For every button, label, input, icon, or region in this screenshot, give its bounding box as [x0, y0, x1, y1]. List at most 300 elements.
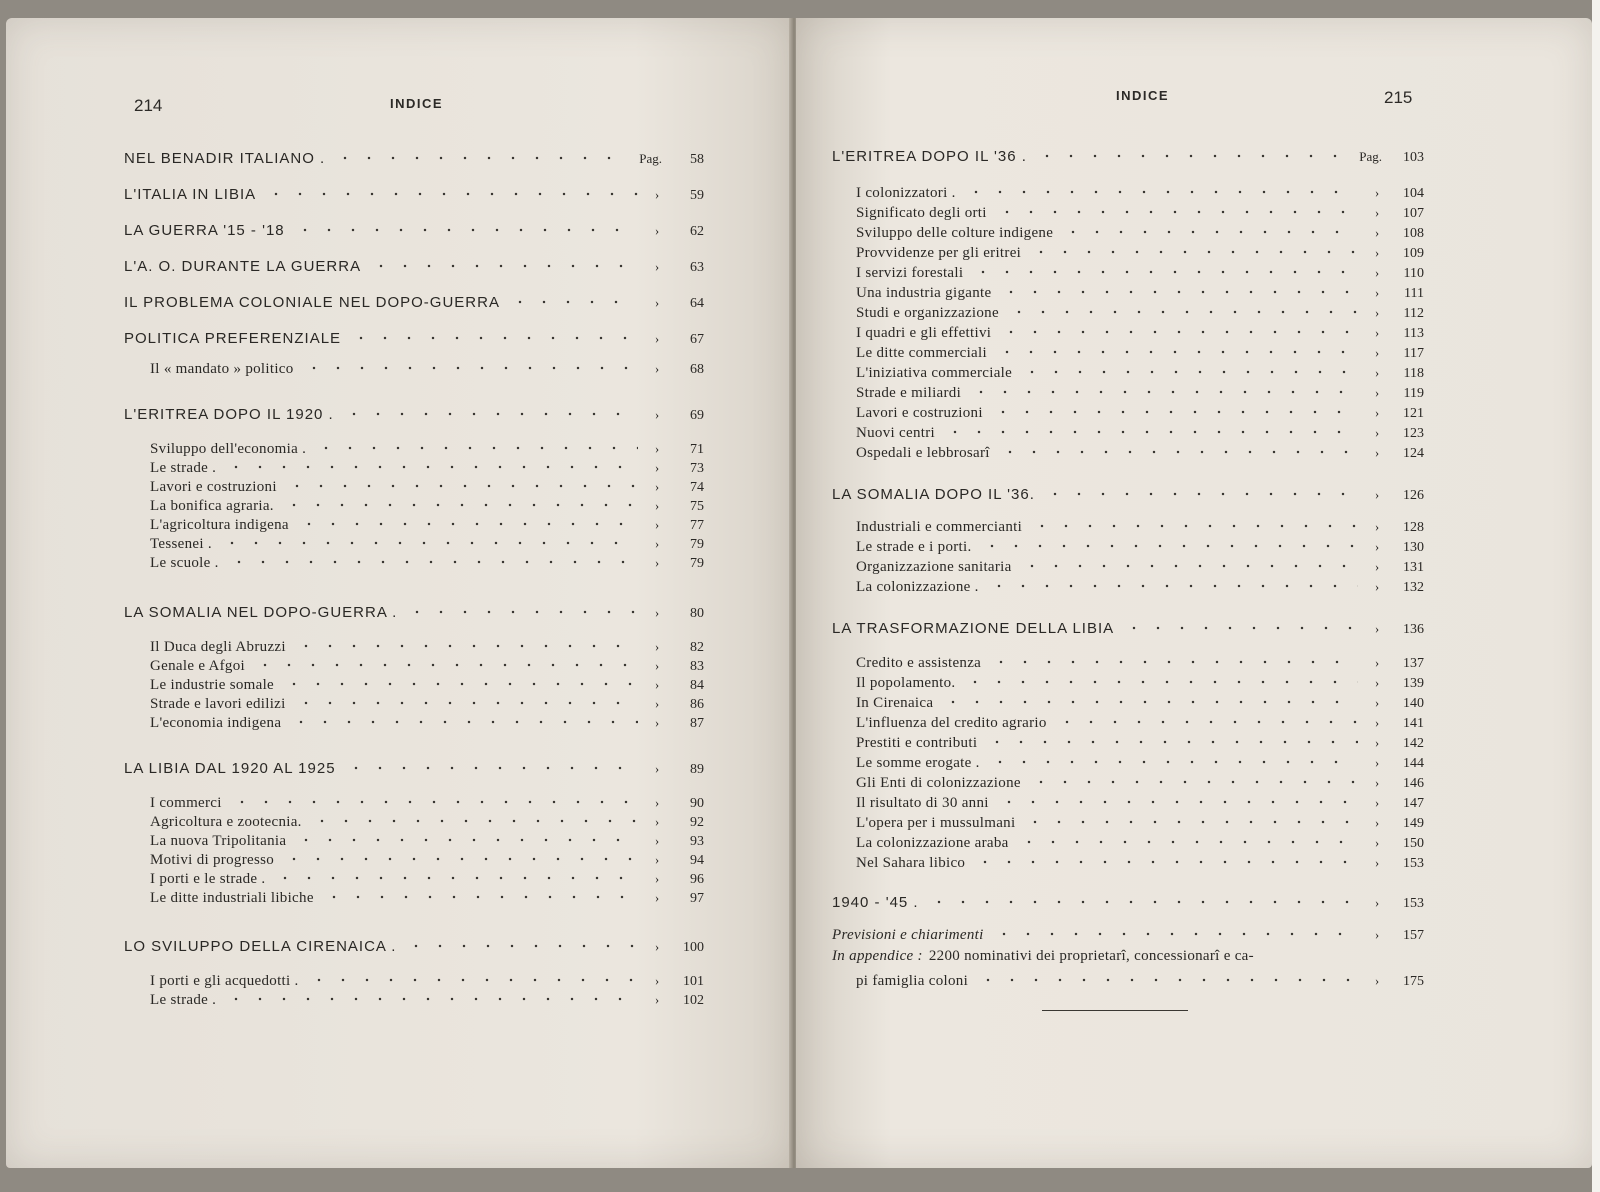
toc-entry-title: POLITICA PREFERENZIALE	[124, 330, 342, 347]
toc-entry	[832, 752, 1424, 772]
toc-entry-title: In Cirenaica	[856, 695, 934, 711]
toc-entry	[832, 362, 1424, 382]
toc-entry-title: L'A. O. DURANTE LA GUERRA	[124, 258, 362, 275]
toc-entry	[124, 849, 704, 869]
ditto-mark: ›	[654, 992, 660, 1007]
leader-dots	[310, 811, 638, 826]
ditto-mark: ›	[654, 795, 660, 810]
toc-entry	[124, 457, 704, 477]
ditto-mark: ›	[654, 658, 660, 673]
toc-entry-title: I quadri e gli effettivi	[856, 325, 992, 341]
toc-entry	[832, 422, 1424, 442]
toc-entry-page-number: 119	[1403, 386, 1424, 401]
toc-entry-page-number: 102	[683, 993, 704, 1008]
leader-dots	[963, 672, 1358, 687]
toc-entry-page-number: 112	[1403, 306, 1424, 321]
toc-entry-page-number: 89	[690, 762, 704, 777]
ditto-mark: ›	[1374, 487, 1380, 502]
right-page-number: 215	[1384, 88, 1413, 107]
toc-entry	[832, 382, 1424, 402]
ditto-mark: ›	[1374, 265, 1380, 280]
ditto-mark: ›	[654, 295, 660, 310]
left-page	[6, 18, 792, 1168]
leader-dots	[971, 262, 1358, 277]
appendix-prefix: In appendice :	[832, 948, 923, 964]
toc-entry-page-number: 97	[690, 891, 704, 906]
toc-entry-title: NEL BENADIR ITALIANO .	[124, 150, 326, 167]
toc-entry-page-number: 59	[690, 188, 704, 203]
toc-entry-title: Agricoltura e zootecnia.	[150, 814, 302, 830]
ditto-mark: ›	[1374, 325, 1380, 340]
ditto-mark: ›	[654, 852, 660, 867]
toc-entry	[832, 442, 1424, 462]
toc-entry-page-number: 111	[1404, 286, 1424, 301]
toc-entry-page-number: 71	[690, 442, 704, 457]
ditto-mark: ›	[1374, 185, 1380, 200]
toc-entry-page-number: 93	[690, 834, 704, 849]
toc-entry-page-number: 150	[1403, 836, 1424, 851]
ditto-mark: ›	[654, 639, 660, 654]
leader-dots	[224, 989, 638, 1004]
ditto-mark: ›	[1374, 405, 1380, 420]
toc-entry-title: Credito e assistenza	[856, 655, 982, 671]
toc-entry-page-number: 90	[690, 796, 704, 811]
toc-entry	[832, 792, 1424, 812]
toc-entry	[832, 772, 1424, 792]
toc-entry-title: Motivi di progresso	[150, 852, 275, 868]
ditto-mark: ›	[1374, 365, 1380, 380]
toc-entry-title: L'agricoltura indigena	[150, 517, 289, 533]
toc-entry-page-number: 121	[1403, 406, 1424, 421]
toc-entry-page-number: 123	[1403, 426, 1424, 441]
toc-entry-title: I porti e gli acquedotti .	[150, 973, 299, 989]
toc-entry-page-number: 73	[690, 461, 704, 476]
toc-entry-page-number: 142	[1403, 736, 1424, 751]
toc-entry-page-number: 132	[1403, 580, 1424, 595]
appendix-line-1: 2200 nominativi dei proprietarî, concessionarî e ca-	[928, 948, 1254, 964]
leader-dots	[985, 732, 1358, 747]
toc-entry-title: I servizi forestali	[856, 265, 964, 281]
ditto-mark: ›	[1374, 559, 1380, 574]
leader-dots	[1122, 618, 1358, 633]
leader-dots	[1020, 556, 1358, 571]
leader-dots	[987, 576, 1358, 591]
toc-entry-title: Provvidenze per gli eritrei	[856, 245, 1022, 261]
toc-entry	[832, 712, 1424, 732]
toc-entry	[124, 256, 704, 276]
ditto-mark: ›	[654, 939, 660, 954]
toc-entry	[832, 322, 1424, 342]
leader-dots	[293, 220, 638, 235]
toc-entry-title: L'opera per i mussulmani	[856, 815, 1016, 831]
appendix-page-number: 175	[1403, 974, 1424, 989]
toc-entry-page-number: 124	[1403, 446, 1424, 461]
toc-entry-title: Organizzazione sanitaria	[856, 559, 1012, 575]
toc-entry	[832, 342, 1424, 362]
ditto-mark: ›	[1374, 539, 1380, 554]
leader-dots	[1055, 712, 1358, 727]
toc-entry-title: Sviluppo dell'economia .	[150, 441, 307, 457]
leader-dots	[322, 887, 638, 902]
leader-dots	[1017, 832, 1358, 847]
toc-entry-title: Le ditte commerciali	[856, 345, 987, 361]
leader-dots	[508, 292, 638, 307]
leader-dots	[991, 402, 1358, 417]
ditto-mark: ›	[654, 833, 660, 848]
toc-entry-title: Studi e organizzazione	[856, 305, 999, 321]
toc-entry-page-number: 107	[1403, 206, 1424, 221]
toc-entry-page-number: 77	[690, 518, 704, 533]
toc-entry	[832, 576, 1424, 596]
ditto-mark: ›	[1374, 715, 1380, 730]
toc-entry-page-number: 79	[690, 556, 704, 571]
toc-entry-page-number: 126	[1403, 488, 1424, 503]
leader-dots	[973, 852, 1358, 867]
ditto-mark: ›	[654, 761, 660, 776]
ditto-mark: ›	[1374, 815, 1380, 830]
leader-dots	[1029, 772, 1358, 787]
toc-entry	[124, 438, 704, 458]
toc-entry-page-number: 118	[1403, 366, 1424, 381]
toc-entry-page-number: 137	[1403, 656, 1424, 671]
leader-dots	[997, 792, 1358, 807]
toc-entry-page-number: 146	[1403, 776, 1424, 791]
toc-entry-title: I porti e le strade .	[150, 871, 266, 887]
toc-entry-title: Prestiti e contributi	[856, 735, 978, 751]
leader-dots	[314, 438, 638, 453]
ditto-mark: ›	[654, 536, 660, 551]
toc-entry	[124, 792, 704, 812]
toc-entry-page-number: 141	[1403, 716, 1424, 731]
toc-entry-title: Gli Enti di colonizzazione	[856, 775, 1021, 791]
ditto-mark: ›	[654, 259, 660, 274]
background-edge	[1592, 0, 1600, 1192]
toc-entry	[124, 636, 704, 656]
toc-entry	[832, 402, 1424, 422]
toc-entry-title: L'ERITREA DOPO IL 1920 .	[124, 406, 334, 423]
left-running-head: INDICE	[390, 96, 444, 111]
toc-entry-page-number: 80	[690, 606, 704, 621]
ditto-mark: ›	[1374, 245, 1380, 260]
toc-entry-page-number: 84	[690, 678, 704, 693]
leader-dots	[294, 636, 638, 651]
ditto-mark: ›	[1374, 927, 1380, 942]
leader-dots	[1043, 484, 1358, 499]
ditto-mark: ›	[654, 407, 660, 422]
toc-entry	[124, 830, 704, 850]
toc-entry	[124, 220, 704, 240]
toc-entry-title: Il risultato di 30 anni	[856, 795, 989, 811]
leader-dots	[1007, 302, 1358, 317]
toc-entry-page-number: 75	[690, 499, 704, 514]
ditto-mark: ›	[1374, 345, 1380, 360]
leader-dots	[999, 322, 1358, 337]
appendix-line-2: pi famiglia coloni	[856, 973, 969, 989]
appendix-entry	[832, 948, 1424, 998]
leader-dots	[264, 184, 638, 199]
ditto-mark: ›	[654, 973, 660, 988]
ditto-mark: ›	[1374, 775, 1380, 790]
toc-entry	[832, 242, 1424, 262]
leader-dots	[253, 655, 638, 670]
ditto-mark: ›	[1374, 735, 1380, 750]
leader-dots	[992, 924, 1358, 939]
leader-dots	[282, 849, 638, 864]
toc-entry-page-number: 96	[690, 872, 704, 887]
toc-entry-title: Strade e lavori edilizi	[150, 696, 286, 712]
ditto-mark: ›	[654, 871, 660, 886]
toc-entry-title: Ospedali e lebbrosarî	[856, 445, 990, 461]
ditto-mark: ›	[654, 715, 660, 730]
leader-dots	[282, 674, 638, 689]
toc-entry-title: La colonizzazione .	[856, 579, 979, 595]
toc-entry	[832, 618, 1424, 638]
toc-entry-title: Tessenei .	[150, 536, 212, 552]
pag-label: Pag.	[1359, 149, 1382, 164]
right-running-head: INDICE	[1116, 88, 1170, 103]
toc-entry-page-number: 67	[690, 332, 704, 347]
toc-entry-page-number: 144	[1403, 756, 1424, 771]
toc-entry-page-number: 131	[1403, 560, 1424, 575]
toc-entry-page-number: 108	[1403, 226, 1424, 241]
toc-entry-title: La nuova Tripolitania	[150, 833, 287, 849]
ditto-mark: ›	[1374, 285, 1380, 300]
toc-entry-title: IL PROBLEMA COLONIALE NEL DOPO-GUERRA	[124, 294, 500, 311]
ditto-mark: ›	[1374, 425, 1380, 440]
toc-entry	[832, 852, 1424, 872]
toc-entry-title: L'economia indigena	[150, 715, 282, 731]
toc-entry-title: Il Duca degli Abruzzi	[150, 639, 286, 655]
leader-dots	[989, 652, 1358, 667]
toc-entry	[832, 302, 1424, 322]
ditto-mark: ›	[654, 605, 660, 620]
leader-dots	[964, 182, 1358, 197]
toc-entry	[832, 812, 1424, 832]
leader-dots	[294, 693, 638, 708]
toc-entry	[832, 262, 1424, 282]
toc-entry	[832, 202, 1424, 222]
toc-entry	[124, 328, 704, 348]
toc-entry-title: Lavori e costruzioni	[856, 405, 983, 421]
ditto-mark: ›	[1374, 895, 1380, 910]
toc-entry	[124, 184, 704, 204]
ditto-mark: ›	[654, 441, 660, 456]
toc-entry-title: Le strade .	[150, 992, 217, 1008]
toc-entry-page-number: 86	[690, 697, 704, 712]
ditto-mark: ›	[654, 517, 660, 532]
ditto-mark: ›	[654, 361, 660, 376]
toc-entry-page-number: 74	[690, 480, 704, 495]
toc-entry-title: L'influenza del credito agrario	[856, 715, 1047, 731]
toc-entry-page-number: 140	[1403, 696, 1424, 711]
ditto-mark: ›	[1374, 655, 1380, 670]
toc-entry	[124, 292, 704, 312]
toc-entry	[124, 811, 704, 831]
leader-dots	[998, 442, 1358, 457]
toc-entry	[832, 556, 1424, 576]
toc-entry-title: LA GUERRA '15 - '18	[124, 222, 285, 239]
toc-entry-page-number: 149	[1403, 816, 1424, 831]
toc-entry-title: Il popolamento.	[856, 675, 956, 691]
toc-entry-title: I colonizzatori .	[856, 185, 956, 201]
toc-entry-page-number: 147	[1403, 796, 1424, 811]
toc-entry	[832, 484, 1424, 504]
leader-dots	[1023, 812, 1358, 827]
toc-entry	[124, 602, 704, 622]
left-table-of-contents	[124, 128, 704, 1028]
toc-entry-title: L'ITALIA IN LIBIA	[124, 186, 257, 203]
toc-entry-page-number: 136	[1403, 622, 1424, 637]
toc-entry-title: Le scuole .	[150, 555, 219, 571]
toc-entry-page-number: 103	[1403, 150, 1424, 165]
leader-dots	[995, 342, 1358, 357]
toc-entry	[832, 832, 1424, 852]
toc-entry-page-number: 69	[690, 408, 704, 423]
leader-dots	[342, 404, 638, 419]
toc-entry-title: La colonizzazione araba	[856, 835, 1009, 851]
toc-entry-page-number: 82	[690, 640, 704, 655]
toc-entry-page-number: 110	[1403, 266, 1424, 281]
toc-entry-page-number: 64	[690, 296, 704, 311]
toc-entry	[832, 672, 1424, 692]
toc-entry-title: Sviluppo delle colture indigene	[856, 225, 1054, 241]
toc-entry-page-number: 100	[683, 940, 704, 955]
toc-entry-title: Strade e miliardi	[856, 385, 962, 401]
toc-entry-title: L'iniziativa commerciale	[856, 365, 1013, 381]
toc-entry	[832, 282, 1424, 302]
ditto-mark: ›	[654, 555, 660, 570]
leader-dots	[289, 712, 638, 727]
closing-rule	[1042, 1010, 1188, 1011]
leader-dots	[349, 328, 638, 343]
leader-dots	[969, 382, 1358, 397]
ditto-mark: ›	[654, 187, 660, 202]
toc-entry-title: LA TRASFORMAZIONE DELLA LIBIA	[832, 620, 1115, 637]
toc-entry-title: Le strade e i porti.	[856, 539, 972, 555]
toc-entry-title: Genale e Afgoi	[150, 658, 245, 674]
toc-entry-title: Nuovi centri	[856, 425, 935, 441]
toc-entry	[124, 674, 704, 694]
leader-dots	[995, 202, 1358, 217]
leader-dots	[273, 868, 638, 883]
toc-entry-title: Le somme erogate .	[856, 755, 980, 771]
ditto-mark: ›	[654, 460, 660, 475]
ditto-mark: ›	[1374, 795, 1380, 810]
toc-entry-page-number: 79	[690, 537, 704, 552]
leader-dots	[943, 422, 1358, 437]
leader-dots	[224, 457, 638, 472]
right-page	[796, 18, 1592, 1168]
leader-dots	[344, 758, 638, 773]
ditto-mark: ›	[1374, 305, 1380, 320]
toc-entry	[124, 970, 704, 990]
ditto-mark: ›	[654, 890, 660, 905]
ditto-mark: ›	[654, 479, 660, 494]
toc-entry-title: Le ditte industriali libiche	[150, 890, 314, 906]
leader-dots	[307, 970, 638, 985]
toc-entry-title: La bonifica agraria.	[150, 498, 274, 514]
leader-dots	[988, 752, 1358, 767]
toc-entry-page-number: 87	[690, 716, 704, 731]
leader-dots	[220, 533, 638, 548]
toc-entry-page-number: 63	[690, 260, 704, 275]
toc-entry-title: Industriali e commercianti	[856, 519, 1023, 535]
right-table-of-contents	[832, 126, 1424, 1026]
toc-entry	[124, 514, 704, 534]
leader-dots	[282, 495, 638, 510]
ditto-mark: ›	[1374, 519, 1380, 534]
toc-entry	[124, 989, 704, 1009]
leader-dots	[230, 792, 638, 807]
toc-entry-title: I commerci	[150, 795, 222, 811]
leader-dots	[1020, 362, 1358, 377]
leader-dots	[1030, 516, 1358, 531]
toc-entry-title: LA LIBIA DAL 1920 AL 1925	[124, 760, 336, 777]
toc-entry	[124, 887, 704, 907]
toc-entry-page-number: 153	[1403, 896, 1424, 911]
leader-dots	[333, 148, 631, 163]
toc-entry-title: Il « mandato » politico	[150, 361, 294, 377]
toc-entry-title: LA SOMALIA NEL DOPO-GUERRA .	[124, 604, 398, 621]
toc-entry-page-number: 139	[1403, 676, 1424, 691]
toc-entry	[124, 758, 704, 778]
toc-entry	[832, 652, 1424, 672]
ditto-mark: ›	[654, 223, 660, 238]
ditto-mark: ›	[1374, 695, 1380, 710]
leader-dots	[1029, 242, 1358, 257]
leader-dots	[405, 602, 638, 617]
ditto-mark: ›	[1374, 855, 1380, 870]
toc-entry-page-number: 130	[1403, 540, 1424, 555]
toc-entry-page-number: 92	[690, 815, 704, 830]
toc-entry	[832, 516, 1424, 536]
leader-dots	[980, 536, 1358, 551]
toc-entry-title: LA SOMALIA DOPO IL '36.	[832, 486, 1035, 503]
toc-entry	[124, 358, 704, 378]
ditto-mark: ›	[654, 696, 660, 711]
toc-entry-page-number: 117	[1403, 346, 1424, 361]
ditto-mark: ›	[1374, 579, 1380, 594]
leader-dots	[999, 282, 1358, 297]
toc-entry	[124, 533, 704, 553]
toc-entry-title: Le industrie somale	[150, 677, 275, 693]
leader-dots	[404, 936, 638, 951]
leader-dots	[1061, 222, 1358, 237]
leader-dots	[294, 830, 638, 845]
toc-entry-title: Previsioni e chiarimenti	[832, 927, 984, 943]
ditto-mark: ›	[1374, 835, 1380, 850]
toc-entry-page-number: 68	[690, 362, 704, 377]
ditto-mark: ›	[1374, 385, 1380, 400]
toc-entry-page-number: 62	[690, 224, 704, 239]
leader-dots	[941, 692, 1358, 707]
toc-entry	[832, 146, 1424, 166]
leader-dots	[297, 514, 638, 529]
ditto-mark: ›	[1374, 973, 1380, 988]
toc-entry-title: 1940 - '45 .	[832, 894, 919, 911]
toc-entry	[124, 495, 704, 515]
toc-entry-title: Significato degli orti	[856, 205, 987, 221]
toc-entry	[124, 148, 704, 168]
toc-entry-page-number: 104	[1403, 186, 1424, 201]
toc-entry-page-number: 157	[1403, 928, 1424, 943]
toc-entry-title: LO SVILUPPO DELLA CIRENAICA .	[124, 938, 397, 955]
toc-entry	[832, 536, 1424, 556]
toc-entry	[832, 892, 1424, 912]
toc-entry	[832, 924, 1424, 944]
toc-entry-page-number: 83	[690, 659, 704, 674]
toc-entry	[124, 404, 704, 424]
